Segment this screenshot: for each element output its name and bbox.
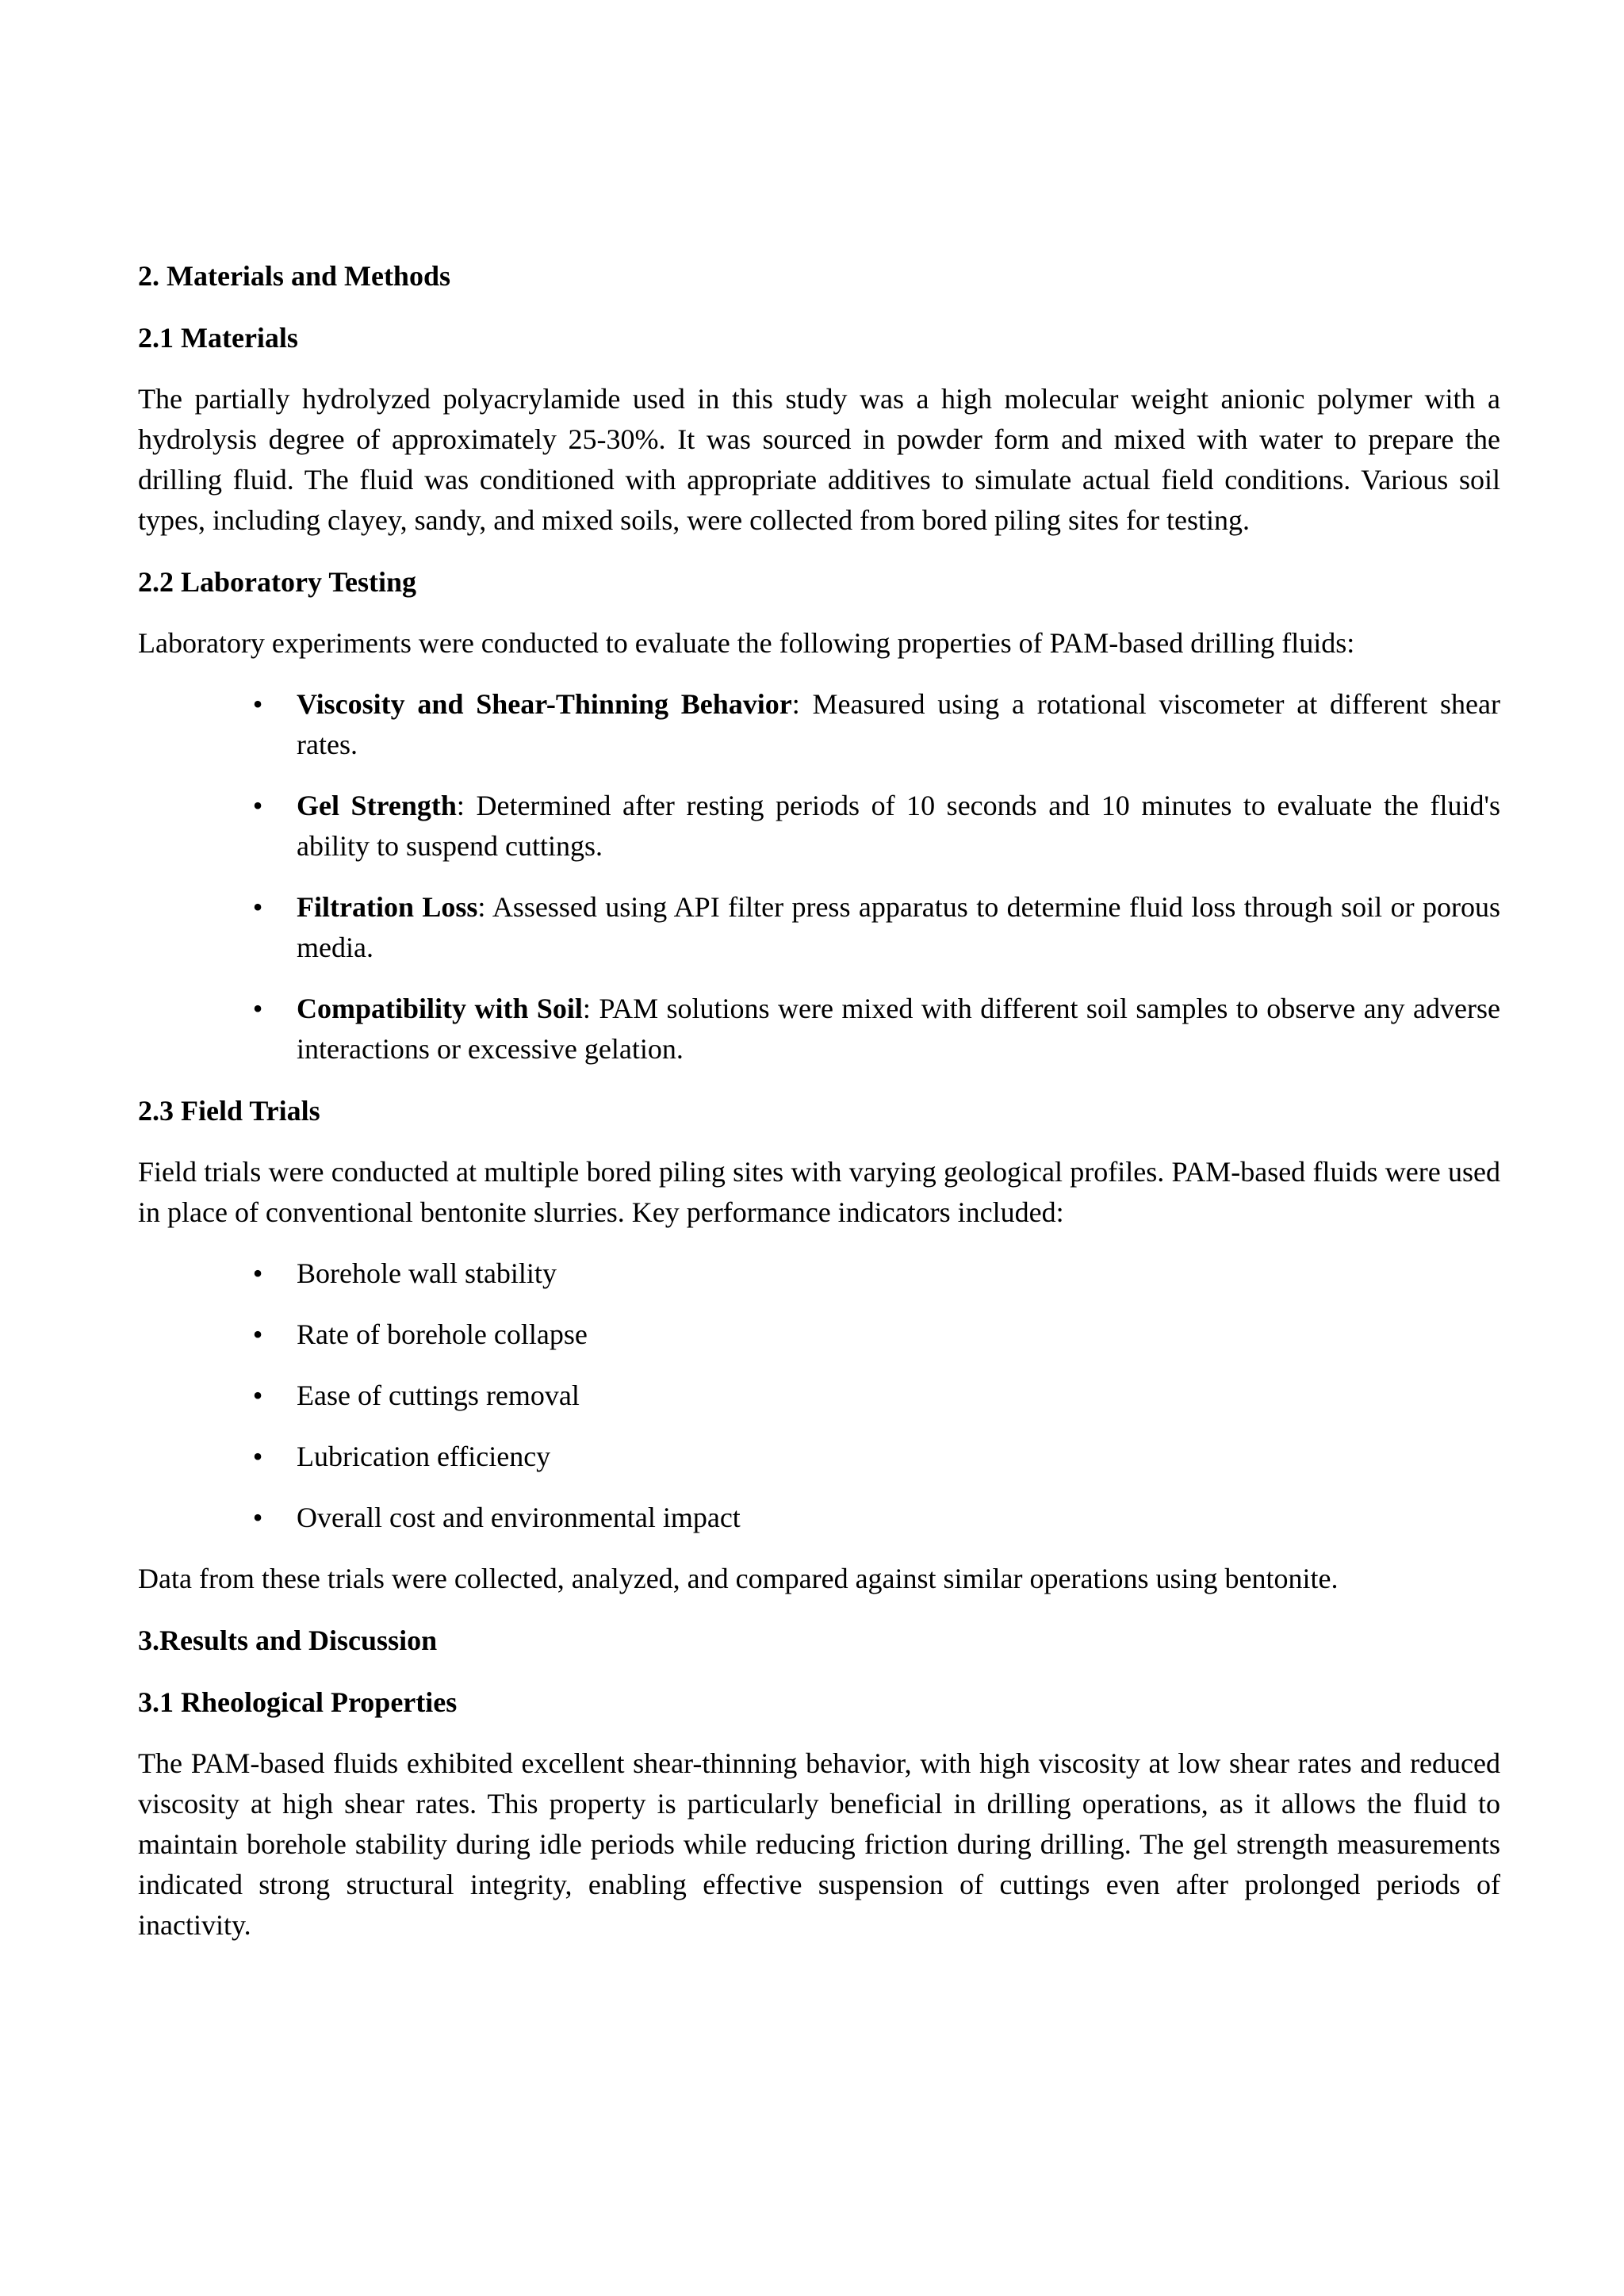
- kpi-text: Borehole wall stability: [297, 1257, 557, 1289]
- materials-paragraph: The partially hydrolyzed polyacrylamide used in this study was a high molecular weight anionic polymer with a hydrolysis degree of approximately 25-30%. It was sourced in powder form and mixed with water to prepare the drilling fluid. The fluid was conditioned with appropriate additives to simulate actual field conditions. Various soil types, including clayey, sandy, and mixed soils, were collected from bored piling sites for testing.: [138, 383, 1500, 536]
- list-item: [138, 887, 1500, 968]
- bullet-icon: •: [252, 1318, 263, 1350]
- kpi-text: Ease of cuttings removal: [297, 1380, 580, 1411]
- bullet-icon: •: [252, 1441, 263, 1472]
- list-item: [138, 1376, 1500, 1416]
- list-item: [138, 684, 1500, 765]
- list-item: [138, 1498, 1500, 1538]
- section-2-heading: 2. Materials and Methods: [138, 260, 450, 292]
- property-description: : Assessed using API filter press apparatus to determine fluid loss through soil or porous media.: [297, 891, 1500, 963]
- field-trials-heading: 2.3 Field Trials: [138, 1095, 320, 1127]
- property-description: : Determined after resting periods of 10 seconds and 10 minutes to evaluate the fluid's ability to suspend cuttings.: [297, 790, 1500, 862]
- rheology-heading: 3.1 Rheological Properties: [138, 1686, 458, 1718]
- lab-testing-heading: 2.2 Laboratory Testing: [138, 566, 417, 598]
- kpi-text: Rate of borehole collapse: [297, 1318, 588, 1350]
- bullet-icon: •: [252, 1380, 263, 1411]
- rheology-paragraph: The PAM-based fluids exhibited excellent shear-thinning behavior, with high viscosity at low shear rates and reduced viscosity at high shear rates. This property is particularly beneficial in drilling operations, as it allows the fluid to maintain borehole stability during idle periods while reducing friction during drilling. The gel strength measurements indicated strong structural integrity, enabling effective suspension of cuttings even after prolonged periods of inactivity.: [138, 1747, 1500, 1941]
- bullet-icon: •: [252, 993, 263, 1024]
- lab-properties-list: [138, 684, 1500, 1070]
- field-trials-outro: Data from these trials were collected, analyzed, and compared against similar operations using bentonite.: [138, 1563, 1339, 1594]
- bullet-icon: •: [252, 688, 263, 720]
- section-3-heading: 3.Results and Discussion: [138, 1624, 438, 1656]
- bullet-icon: •: [252, 790, 263, 821]
- property-term: Filtration Loss: [297, 891, 478, 923]
- property-term: Viscosity and Shear-Thinning Behavior: [297, 688, 792, 720]
- list-item: [138, 1253, 1500, 1294]
- document-page: [138, 255, 1500, 1966]
- list-item: [138, 1437, 1500, 1477]
- lab-testing-intro: Laboratory experiments were conducted to evaluate the following properties of PAM-based drilling fluids:: [138, 627, 1355, 659]
- bullet-icon: •: [252, 1257, 263, 1289]
- kpi-text: Lubrication efficiency: [297, 1441, 551, 1472]
- property-term: Gel Strength: [297, 790, 457, 821]
- list-item: [138, 786, 1500, 867]
- property-description: : PAM solutions were mixed with different soil samples to observe any adverse interactions or excessive gelation.: [297, 993, 1500, 1065]
- list-item: [138, 1314, 1500, 1355]
- bullet-icon: •: [252, 891, 263, 923]
- property-description: : Measured using a rotational viscometer at different shear rates.: [297, 688, 1500, 760]
- bullet-icon: •: [252, 1502, 263, 1533]
- kpi-list: [138, 1253, 1500, 1538]
- list-item: [138, 989, 1500, 1070]
- field-trials-intro: Field trials were conducted at multiple bored piling sites with varying geological profiles. PAM-based fluids were used in place of conventional bentonite slurries. Key performance indicators included:: [138, 1156, 1500, 1228]
- materials-heading: 2.1 Materials: [138, 322, 298, 354]
- property-term: Compatibility with Soil: [297, 993, 583, 1024]
- kpi-text: Overall cost and environmental impact: [297, 1502, 741, 1533]
